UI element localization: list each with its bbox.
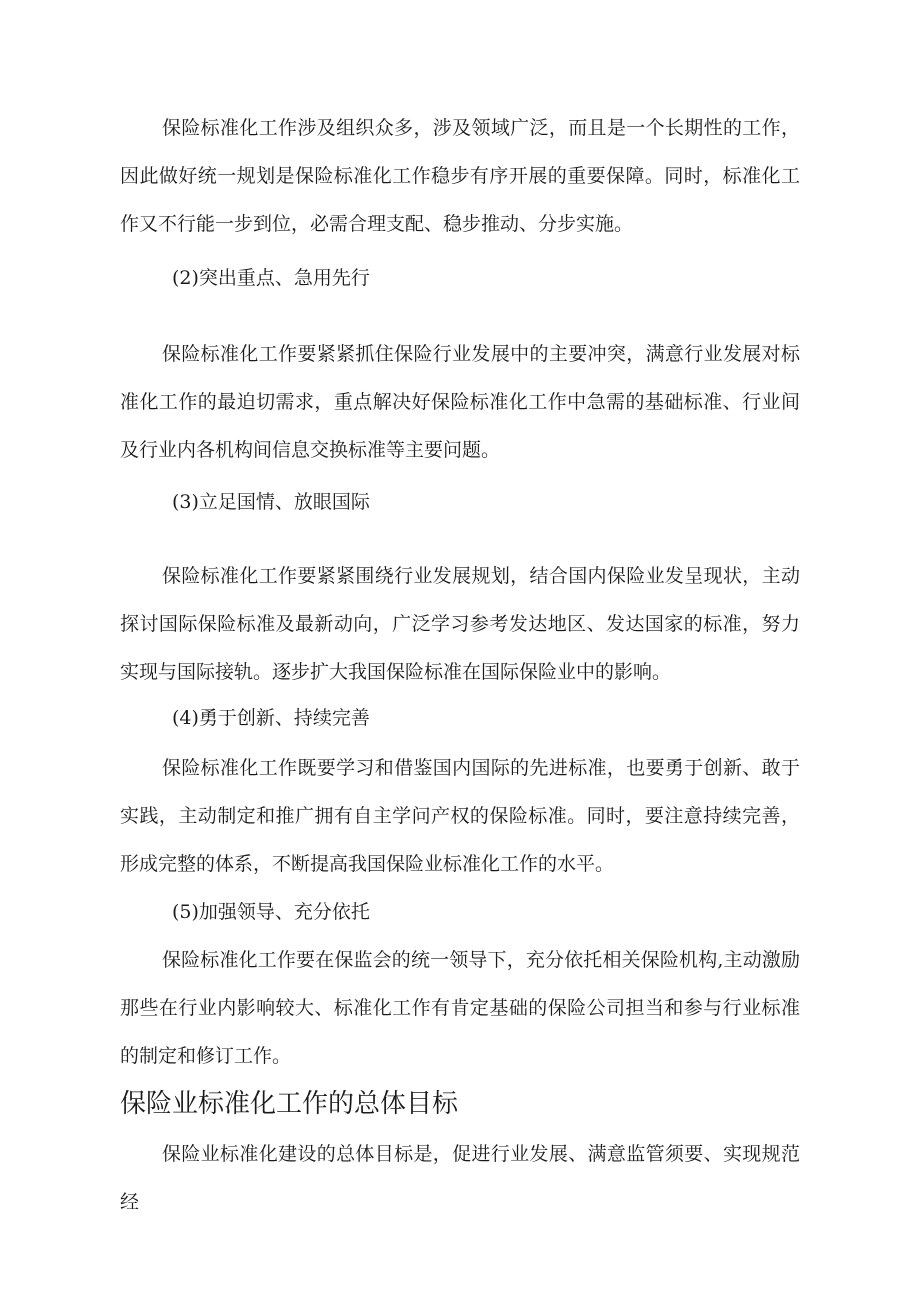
subheading-key-points: (2)突出重点、急用先行: [172, 267, 370, 289]
paragraph-unified-planning: 保险标准化工作涉及组织众多，涉及领域广泛，而且是一个长期性的工作，因此做好统一规划是保险标准化工作稳步有序开展的重要保障。同时，标准化工作又不行能一步到位，必需合理支配、稳步推动、分步实施。: [120, 117, 800, 235]
paragraph-national-conditions: 保险标准化工作要紧紧围绕行业发展规划，结合国内保险业发呈现状，主动探讨国际保险标准及最新动向，广泛学习参考发达地区、发达国家的标准，努力实现与国际接轨。逐步扩大我国保险标准在国际保险业中的影响。: [120, 565, 800, 683]
paragraph-overall-goal: 保险业标准化建设的总体目标是，促进行业发展、满意监管须要、实现规范经: [120, 1143, 800, 1213]
section-title-overall-goal: 保险业标准化工作的总体目标: [120, 1089, 459, 1119]
subheading-leadership: (5)加强领导、充分依托: [172, 901, 370, 923]
paragraph-leadership: 保险标准化工作要在保监会的统一领导下，充分依托相关保险机构,主动激励那些在行业内影响较大、标准化工作有肯定基础的保险公司担当和参与行业标准的制定和修订工作。: [120, 949, 800, 1067]
subheading-national-conditions: (3)立足国情、放眼国际: [172, 491, 370, 513]
paragraph-key-points: 保险标准化工作要紧紧抓住保险行业发展中的主要冲突，满意行业发展对标准化工作的最迫切需求，重点解决好保险标准化工作中急需的基础标准、行业间及行业内各机构间信息交换标准等主要问题。: [120, 343, 800, 461]
subheading-innovation: (4)勇于创新、持续完善: [172, 707, 370, 729]
paragraph-innovation: 保险标准化工作既要学习和借鉴国内国际的先进标准，也要勇于创新、敢于实践，主动制定和推广拥有自主学问产权的保险标准。同时，要注意持续完善，形成完整的体系，不断提高我国保险业标准化工作的水平。: [120, 757, 800, 875]
